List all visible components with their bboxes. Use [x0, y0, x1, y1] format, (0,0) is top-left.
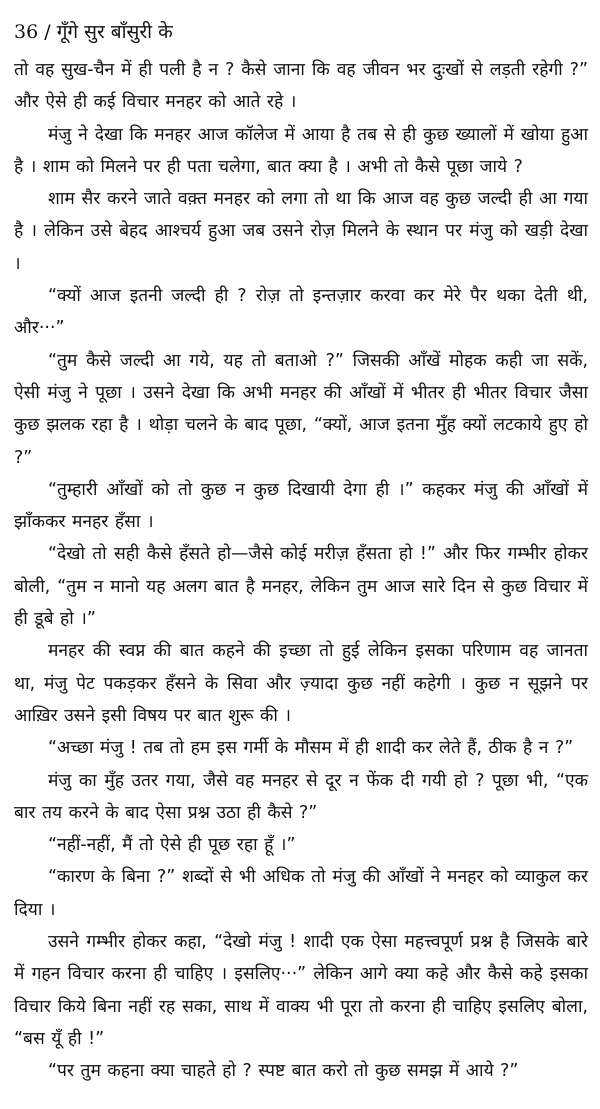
paragraph: “तुम कैसे जल्दी आ गये, यह तो बताओ ?” जिसकी आँखें मोहक कही जा सकें, ऐसी मंजु ने पूछा । उसने देखा कि अभी मनहर की आँखों में भीतर ही भीतर विचार जैसा कुछ झलक रहा है । थोड़ा चलने के बाद पूछा, “क्यों, आज इतना मुँह क्यों लटकाये हुए हो ?”	[14, 350, 588, 468]
paragraph: “क्यों आज इतनी जल्दी ही ? रोज़ तो इन्तज़ार करवा कर मेरे पैर थका देती थी, और···”	[14, 286, 588, 339]
book-title: गूँगे सुर बाँसुरी के	[56, 21, 173, 43]
paragraph-continuation: तो वह सुख-चैन में ही पली है न ? कैसे जाना कि वह जीवन भर दुःखों से लड़ती रहेगी ?” और ऐसे ही कई विचार मनहर को आते रहे ।	[14, 60, 588, 113]
header-separator: /	[44, 21, 51, 43]
paragraph: “कारण के बिना ?” शब्दों से भी अधिक तो मंजु की आँखों ने मनहर को व्याकुल कर दिया ।	[14, 867, 588, 920]
paragraph: “अच्छा मंजु ! तब तो हम इस गर्मी के मौसम में ही शादी कर लेते हैं, ठीक है न ?”	[48, 738, 574, 759]
paragraph: शाम सैर करने जाते वक़्त मनहर को लगा तो था कि आज वह कुछ जल्दी ही आ गया है । लेकिन उसे बेहद आश्चर्य हुआ जब उसने रोज़ मिलने के स्थान पर मंजु को खड़ी देखा ।	[14, 189, 588, 274]
page-header	[14, 14, 588, 54]
paragraph: “पर तुम कहना क्या चाहते हो ? स्पष्ट बात करो तो कुछ समझ में आये ?”	[48, 1061, 519, 1082]
paragraph: “तुम्हारी आँखों को तो कुछ न कुछ दिखायी देगा ही ।” कहकर मंजु की आँखों में झाँककर मनहर हँसा ।	[14, 479, 588, 533]
page-number: 36	[14, 21, 39, 43]
paragraph: उसने गम्भीर होकर कहा, “देखो मंजु ! शादी एक ऐसा महत्त्वपूर्ण प्रश्न है जिसके बारे में गहन विचार करना ही चाहिए । इसलिए···” लेकिन आगे क्या कहे और कैसे कहे इसका विचार किये बिना नहीं रह सका, साथ में वाक्य भी पूरा तो करना ही चाहिए इसलिए बोला, “बस यूँ ही !”	[14, 932, 588, 1049]
paragraph: मंजु ने देखा कि मनहर आज कॉलेज में आया है तब से ही कुछ ख्यालों में खोया हुआ है । शाम को मिलने पर ही पता चलेगा, बात क्या है । अभी तो कैसे पूछा जाये ?	[14, 124, 588, 177]
paragraph: मनहर की स्वप्न की बात कहने की इच्छा तो हुई लेकिन इसका परिणाम वह जानता था, मंजु पेट पकड़कर हँसने के सिवा और ज़्यादा कुछ नहीं कहेगी । कुछ न सूझने पर आख़िर उसने इसी विषय पर बात शुरू की ।	[14, 641, 588, 726]
paragraph: “देखो तो सही कैसे हँसते हो—जैसे कोई मरीज़ हँसता हो !” और फिर गम्भीर होकर बोली, “तुम न मानो यह अलग बात है मनहर, लेकिन तुम आज सारे दिन से कुछ विचार में ही डूबे हो ।”	[14, 544, 588, 630]
paragraph: मंजु का मुँह उतर गया, जैसे वह मनहर से दूर न फेंक दी गयी हो ? पूछा भी, “एक बार तय करने के बाद ऐसा प्रश्न उठा ही कैसे ?”	[14, 770, 588, 823]
paragraph: “नहीं-नहीं, मैं तो ऐसे ही पूछ रहा हूँ ।”	[48, 835, 296, 856]
page-body	[14, 54, 588, 1088]
